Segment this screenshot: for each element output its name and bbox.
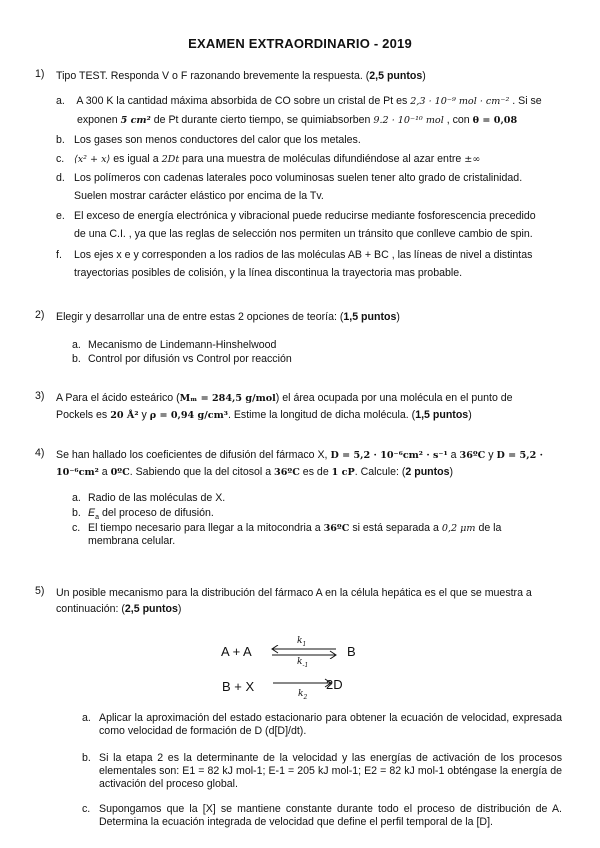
q4-b-ea: E bbox=[88, 507, 96, 519]
q4-line1-math1: D = 5,2 · 10⁻⁶cm² · s⁻¹ bbox=[330, 450, 448, 461]
q3-line1-text1: A Para el ácido esteárico ( bbox=[56, 392, 180, 404]
q2-points: 1,5 puntos bbox=[343, 311, 397, 323]
q5-close: ) bbox=[177, 603, 182, 615]
q3-line2-math2: ρ = 0,94 g/cm³ bbox=[149, 410, 228, 421]
question-4-text bbox=[56, 447, 561, 481]
mech-reaction2-reactants: B + X bbox=[222, 679, 255, 694]
q5-c-label: c. bbox=[82, 803, 91, 815]
q1-c-label: c. bbox=[56, 153, 65, 165]
q1-e-label: e. bbox=[56, 210, 65, 222]
q1-f-label: f. bbox=[56, 249, 62, 261]
q3-points: 1,5 puntos bbox=[415, 409, 469, 421]
q4-item-c bbox=[72, 522, 552, 548]
q4-c-math2: 0,2 μm bbox=[441, 523, 476, 534]
q4-line1-text3: y bbox=[488, 449, 494, 461]
q1-a-line1-end: . Si se bbox=[512, 95, 542, 107]
question-4-number: 4) bbox=[35, 447, 45, 459]
q3-line2-math1: 20 Å² bbox=[110, 410, 139, 421]
q1-item-c bbox=[56, 150, 561, 169]
q1-d-line1: Los polímeros con cadenas laterales poco voluminosas suelen tener alto grado de cristalinidad. bbox=[74, 172, 523, 184]
q1-close: ) bbox=[422, 70, 426, 82]
q2-item-b bbox=[72, 353, 552, 366]
k1-sub: 1 bbox=[302, 640, 307, 648]
q5-a-text: Aplicar la aproximación del estado estacionario para obtener la ecuación de velocidad, expresada como velocidad de formación de D (d[D]/dt). bbox=[99, 712, 562, 737]
q5-a-label: a. bbox=[82, 712, 91, 724]
q2-a-text: Mecanismo de Lindemann-Hinshelwood bbox=[88, 339, 277, 351]
q5-b-text: Si la etapa 2 es la determinante de la velocidad y las energías de activación de los procesos elementales son: E1 = 82 kJ mol-1; E-1 = 205 kJ mol-1; E2 = 82 kJ mol-1 obténgase la energía de activación del proceso global. bbox=[99, 752, 562, 790]
km1-letter: k bbox=[297, 657, 303, 667]
q4-line2-text3: es de bbox=[302, 466, 329, 478]
q1-d-label: d. bbox=[56, 172, 65, 184]
mech-reaction1-reactants: A + A bbox=[221, 644, 252, 659]
k2-sub: 2 bbox=[303, 693, 308, 701]
q4-line1-math3: D = 5,2 · bbox=[496, 450, 543, 461]
q4-b-text: del proceso de difusión. bbox=[101, 507, 214, 519]
q1-e-line1: El exceso de energía electrónica y vibracional puede reducirse mediante fosforescencia precedido bbox=[74, 210, 536, 222]
q1-a-line2-math1: 5 cm² bbox=[120, 115, 151, 126]
q4-c-label: c. bbox=[72, 522, 81, 534]
q2-prompt-text: Elegir y desarrollar una de entre estas 2 opciones de teoría: ( bbox=[56, 311, 344, 323]
mech-reaction2-product: 2D bbox=[326, 677, 343, 692]
q4-line1-math2: 36ºC bbox=[459, 450, 486, 461]
q5-line1: Un posible mecanismo para la distribución del fármaco A en la célula hepática es el que se muestra a bbox=[56, 587, 532, 599]
q1-prompt-text: Tipo TEST. Responda V o F razonando brevemente la respuesta. ( bbox=[56, 70, 370, 82]
q3-line2-text2: y bbox=[141, 409, 147, 421]
q1-a-line2-text2: de Pt durante cierto tiempo, se quimiabsorben bbox=[153, 114, 371, 126]
q4-c-text3: de la bbox=[478, 522, 502, 534]
q1-item-f bbox=[56, 246, 561, 282]
q4-line1-text2: a bbox=[450, 449, 457, 461]
rate-constant-k1 bbox=[297, 636, 306, 648]
q1-a-line2-text1: exponen bbox=[76, 114, 118, 126]
q4-b-label: b. bbox=[72, 507, 81, 519]
q4-points: 2 puntos bbox=[405, 466, 450, 478]
q1-b-label: b. bbox=[56, 134, 65, 146]
q4-a-text: Radio de las moléculas de X. bbox=[88, 492, 226, 504]
q3-close: ) bbox=[468, 409, 472, 421]
km1-sub: -1 bbox=[302, 661, 309, 669]
q5-item-b bbox=[82, 752, 562, 791]
question-5-number: 5) bbox=[35, 585, 45, 597]
q1-a-line2-text3: , con bbox=[446, 114, 470, 126]
q4-c-math1: 36ºC bbox=[323, 523, 350, 534]
q1-c-math3: ±∞ bbox=[464, 154, 481, 165]
question-1-prompt bbox=[56, 68, 561, 84]
q5-b-label: b. bbox=[82, 752, 91, 764]
q1-item-e bbox=[56, 207, 561, 243]
q1-c-text2: para una muestra de moléculas difundiéndose al azar entre bbox=[182, 153, 462, 165]
q1-item-a bbox=[56, 92, 561, 130]
q3-line2-text3: . Estime la longitud de dicha molécula. ( bbox=[227, 409, 416, 421]
q5-line2-text: continuación: ( bbox=[56, 603, 125, 615]
q2-b-label: b. bbox=[72, 353, 81, 365]
question-2-number: 2) bbox=[35, 309, 45, 321]
q1-a-line1-text: A 300 K la cantidad máxima absorbida de CO sobre un cristal de Pt es bbox=[76, 95, 408, 107]
question-5-text bbox=[56, 585, 561, 617]
q1-points: 2,5 puntos bbox=[369, 70, 423, 82]
q2-a-label: a. bbox=[72, 339, 81, 351]
q4-line2-text4: . Calcule: ( bbox=[354, 466, 406, 478]
q4-line2-text2: . Sabiendo que la del citosol a bbox=[129, 466, 272, 478]
q5-points: 2,5 puntos bbox=[124, 603, 178, 615]
q1-b-text: Los gases son menos conductores del calor que los metales. bbox=[74, 134, 361, 146]
q1-a-line1-math: 2,3 · 10⁻⁹ mol · cm⁻² bbox=[410, 96, 510, 107]
q1-item-b bbox=[56, 131, 561, 149]
q3-line1-text2: ) el área ocupada por una molécula en el punto de bbox=[275, 392, 513, 404]
q4-line2-math4: 1 cP bbox=[331, 467, 355, 478]
q4-item-a bbox=[72, 492, 552, 505]
q4-close: ) bbox=[449, 466, 454, 478]
q1-c-text1: es igual a bbox=[113, 153, 159, 165]
k1-letter: k bbox=[297, 636, 303, 646]
question-3-number: 3) bbox=[35, 390, 45, 402]
question-1-number: 1) bbox=[35, 68, 45, 80]
q5-item-a bbox=[82, 712, 562, 738]
q4-a-label: a. bbox=[72, 492, 81, 504]
q2-close: ) bbox=[396, 311, 400, 323]
q1-c-math2: 2Dt bbox=[161, 154, 180, 165]
q1-a-line2-math3: θ = 0,08 bbox=[472, 115, 518, 126]
q4-b-ea-sub: a bbox=[95, 514, 99, 522]
q1-item-d bbox=[56, 169, 561, 205]
q5-item-c bbox=[82, 803, 562, 829]
q1-a-line2-math2: 9.2 · 10⁻¹⁰ mol bbox=[373, 115, 444, 126]
q1-f-line1: Los ejes x e y corresponden a los radios de las moléculas AB + BC , las líneas de nivel a distintas bbox=[74, 249, 533, 261]
question-3-text bbox=[56, 390, 561, 424]
q1-e-line2: de una C.I. , ya que las reglas de selección nos permiten un tránsito que conlleve cambio de spin. bbox=[74, 228, 533, 240]
q3-line1-math1: Mₘ = 284,5 g/mol bbox=[179, 393, 276, 404]
q1-c-math1: ⟨x² + x⟩ bbox=[74, 154, 111, 165]
q3-line2-text1: Pockels es bbox=[56, 409, 108, 421]
q1-f-line2: trayectorias posibles de colisión, y la línea discontinua la trayectoria mas probable. bbox=[74, 267, 463, 279]
q4-c-text1: El tiempo necesario para llegar a la mitocondria a bbox=[88, 522, 321, 534]
q1-d-line2: Suelen mostrar carácter elástico por encima de la Tv. bbox=[74, 190, 324, 202]
q5-c-text: Supongamos que la [X] se mantiene constante durante todo el proceso de distribución de A. Determina la ecuación integrada de velocidad que define el perfil temporal de la [D]. bbox=[99, 803, 562, 828]
rate-constant-km1 bbox=[297, 657, 308, 669]
q4-line2-math1: 10⁻⁶cm² bbox=[56, 467, 99, 478]
q4-line2-math2: 0ºC bbox=[110, 467, 130, 478]
q1-a-label: a. bbox=[56, 95, 65, 107]
mech-reaction1-product: B bbox=[347, 644, 356, 659]
q2-b-text: Control por difusión vs Control por reacción bbox=[88, 353, 292, 365]
q4-line2-text1: a bbox=[101, 466, 108, 478]
k2-letter: k bbox=[298, 689, 304, 699]
question-2-prompt bbox=[56, 309, 561, 325]
q2-item-a bbox=[72, 339, 552, 352]
q4-line2-math3: 36ºC bbox=[274, 467, 300, 478]
q4-c-line2: membrana celular. bbox=[88, 535, 176, 547]
exam-title: EXAMEN EXTRAORDINARIO - 2019 bbox=[188, 36, 412, 51]
q4-c-text2: si está separada a bbox=[352, 522, 439, 534]
rate-constant-k2 bbox=[298, 689, 307, 701]
q4-line1-text1: Se han hallado los coeficientes de difusión del fármaco X, bbox=[56, 449, 328, 461]
